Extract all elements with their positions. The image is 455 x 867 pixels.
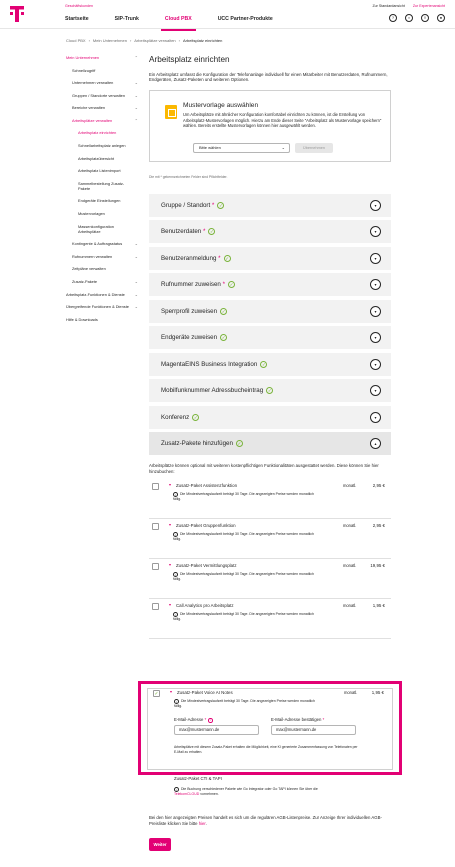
expand-icon[interactable]: ▾	[370, 226, 381, 237]
business-label: Geschäftskunden	[65, 4, 93, 8]
price: 1,95 €	[372, 602, 385, 608]
price: 1,95 €	[371, 690, 384, 695]
sidebar-item[interactable]: Sammelbestellung Zusatz-Pakete	[78, 180, 125, 191]
price-interval: monatl.	[343, 602, 357, 608]
sidebar-item[interactable]: Arbeitsplatz-Funktionen & Dienste ⌄	[66, 291, 138, 297]
expert-view-link[interactable]: Zur Expertenansicht	[412, 4, 445, 8]
expand-icon[interactable]	[169, 564, 171, 566]
main-content	[149, 55, 391, 643]
page-title: Arbeitsplatz einrichten	[149, 55, 230, 64]
divider	[149, 598, 391, 599]
package-note: i Die Mindestvertragslaufzeit beträgt 30 Tage. Die angezeigten Preise werden monatlich fällig.	[173, 611, 314, 621]
cti-note: i Die Buchung verschiedener Pakete wie Go Integrator oder Go TAPI können Sie über die TelekomCLOUD vornehmen.	[174, 786, 318, 796]
email-confirm-field[interactable]: max@mustermann.de	[271, 725, 356, 735]
price-interval: monatl.	[343, 522, 357, 528]
agb-link[interactable]: hier	[198, 821, 206, 827]
sidebar-item[interactable]: Arbeitsplatz einrichten	[78, 130, 117, 136]
sidebar-item[interactable]: Mein Unternehmen ⌃	[66, 55, 138, 60]
package-checkbox[interactable]	[152, 563, 159, 570]
price: 2,95 €	[372, 522, 385, 528]
section-label: MagentaEINS Business Integration	[161, 360, 258, 368]
package-checkbox[interactable]	[152, 523, 159, 530]
ai-package-name: Zusatz-Paket Voice AI Notes	[177, 690, 233, 695]
template-select-value: Bitte wählen	[199, 145, 221, 151]
package-row	[149, 603, 391, 638]
info-icon[interactable]: i	[210, 718, 211, 722]
chevron-down-icon: ⌄	[134, 105, 138, 111]
cti-package	[174, 776, 374, 796]
price: 2,95 €	[372, 482, 385, 488]
divider	[149, 638, 391, 639]
header-icons	[389, 14, 445, 22]
info-icon: i	[174, 787, 179, 792]
chevron-down-icon: ⌄	[134, 291, 138, 297]
package-note: i Die Mindestvertragslaufzeit beträgt 30 Tage. Die angezeigten Preise werden monatlich fällig.	[173, 531, 314, 541]
section-label: Sperrprofil zuweisen	[161, 307, 218, 315]
telekom-logo[interactable]	[10, 6, 24, 22]
check-icon: ✓	[267, 388, 272, 394]
chevron-down-icon: ⌄	[134, 241, 138, 247]
sidebar-item[interactable]: Unternehmen verwalten ⌄	[72, 80, 138, 86]
section-label: Benutzeranmeldung	[161, 254, 217, 262]
sidebar-item[interactable]: Arbeitsplätze verwalten ⌃	[72, 117, 138, 123]
sidebar-item[interactable]: Mustervorlagen	[78, 211, 105, 217]
chevron-down-icon: ⌄	[134, 278, 138, 284]
expand-icon[interactable]	[169, 604, 171, 606]
sections	[149, 194, 391, 456]
check-icon: ✓	[225, 255, 229, 261]
bell-icon[interactable]: ◊	[421, 14, 429, 22]
sidebar-item[interactable]: Kontingente & Auftragsstatus ⌄	[72, 241, 138, 247]
sidebar-item[interactable]: Übergreifende Funktionen & Dienste ⌄	[66, 304, 138, 310]
agb-note: Bei den hier angezeigten Preisen handelt es sich um die regulären AGB-Listenpreise. Zur Anzeige Ihrer individuellen AGB-Preisliste klicken Sie bitte hier.	[149, 815, 382, 827]
price: 19,95 €	[370, 562, 385, 568]
info-icon: i	[173, 612, 178, 617]
sidebar-item[interactable]: Gruppen / Standorte verwalten ⌄	[72, 92, 138, 98]
check-icon: ✓	[221, 308, 226, 314]
chevron-down-icon: ⌄	[134, 304, 138, 310]
sidebar-item[interactable]: Hilfe & Downloads	[66, 316, 98, 322]
package-note: i Die Mindestvertragslaufzeit beträgt 30 Tage. Die angezeigten Preise werden monatlich fällig.	[173, 491, 314, 501]
chevron-down-icon: ⌄	[134, 253, 138, 259]
section-label: Benutzerdaten	[161, 228, 202, 236]
accordion-section[interactable]	[149, 326, 391, 349]
package-row	[149, 523, 391, 558]
section-label: Rufnummer zuweisen	[161, 281, 221, 289]
expand-icon[interactable]: ▾	[370, 200, 381, 211]
template-icon	[165, 105, 177, 119]
package-name: Zusatz-Paket Gruppenfunktion	[176, 522, 236, 528]
package-checkbox[interactable]	[152, 603, 159, 610]
email-confirm-label: E-Mail-Adresse bestätigen *	[271, 717, 325, 722]
accordion-section[interactable]: Gruppe / Standort * ✓ ▾	[149, 194, 391, 217]
check-icon: ✓	[261, 361, 266, 367]
package-name: Zusatz-Paket Vermittlungsplatz	[176, 562, 237, 568]
check-icon: ✓	[218, 202, 223, 208]
breadcrumb-item[interactable]: Mein Unternehmen	[92, 38, 127, 43]
next-button[interactable]: Weiter	[149, 838, 171, 851]
breadcrumb-item[interactable]: Arbeitsplätze verwalten	[134, 38, 176, 43]
section-label: Mobilfunknummer Adressbucheintrag	[161, 387, 264, 395]
package-name: Call Analytics pro Arbeitsplatz	[176, 602, 234, 608]
package-note: i Die Mindestvertragslaufzeit beträgt 30 Tage. Die angezeigten Preise werden monatlich fällig.	[173, 571, 314, 581]
template-text: Um Arbeitsplätze mit ähnlicher Konfiguration komfortabel einrichten zu können, ist die Erstellung von Arbeitsplatz-Mustervorlagen möglich. Hierzu am Ende dieser Seite "Arbeitsplatz als Mustervorlage speichern" wählen. Bereits erstellte Mustervorlagen können hier ausgewählt werden.	[183, 112, 382, 129]
check-icon: ✓	[193, 414, 198, 420]
apply-template-button[interactable]: Übernehmen	[295, 143, 333, 153]
price-interval: monatl.	[344, 690, 358, 695]
top-bar	[0, 0, 455, 29]
view-links	[372, 4, 445, 9]
help-icon[interactable]: ?	[389, 14, 397, 22]
section-label: Gruppe / Standort	[161, 201, 211, 209]
chevron-up-icon: ⌃	[134, 55, 138, 60]
nav-item[interactable]: Cloud PBX	[164, 16, 192, 22]
package-name: Zusatz-Paket Assistenzfunktion	[176, 482, 238, 488]
sidebar-item[interactable]: Endgeräte Einstellungen	[78, 198, 121, 204]
template-select[interactable]	[193, 143, 290, 153]
accordion-section[interactable]	[149, 406, 391, 429]
divider	[149, 518, 391, 519]
packages-list	[149, 483, 391, 639]
packages-intro: Arbeitsplätze können optional mit weiteren kostenpflichtigen Funktionalitäten ausgestattet werden. Diese können Sie hier hinzubuchen:	[149, 463, 379, 474]
sidebar-item[interactable]: Arbeitsplatz Listenimport	[78, 168, 121, 174]
breadcrumb-item[interactable]: Cloud PBX	[66, 38, 86, 43]
standard-view-link[interactable]: Zur Standardansicht	[372, 4, 405, 8]
divider	[149, 558, 391, 559]
expand-icon[interactable]: ▾	[370, 253, 381, 264]
info-icon: i	[174, 699, 179, 704]
sidebar-item[interactable]: Zeitpläne verwalten	[72, 266, 106, 272]
expand-icon[interactable]: ▾	[370, 359, 381, 370]
expand-icon[interactable]	[169, 524, 171, 526]
check-icon: ✓	[229, 282, 234, 288]
chevron-down-icon: ⌄	[134, 80, 138, 86]
check-icon: ✓	[237, 441, 242, 447]
package-checkbox[interactable]	[152, 483, 159, 490]
template-box	[149, 90, 391, 162]
chevron-up-icon: ⌃	[134, 117, 138, 123]
ai-package	[150, 690, 390, 770]
sidebar-item[interactable]: Bereiche verwalten ⌄	[72, 105, 138, 111]
sidebar-item[interactable]: Rufnummern verwalten ⌄	[72, 253, 138, 259]
ai-note: Arbeitsplätze mit diesem Zusatz-Paket erhalten die Möglichkeit, eine KI generierte Zusammenfassung von Telefonaten per E-Mail zu erhalten.	[174, 745, 358, 754]
accordion-section[interactable]: Benutzerdaten * ✓ ▾	[149, 220, 391, 243]
section-label: Endgeräte zuweisen	[161, 334, 218, 342]
email-row	[174, 717, 356, 735]
sidebar-item[interactable]: Schnellzugriff	[72, 67, 96, 73]
breadcrumb-current: Arbeitsplatz einrichten	[183, 38, 223, 43]
package-row	[149, 483, 391, 518]
expand-icon[interactable]	[169, 484, 171, 486]
nav-item[interactable]: SIP-Trunk	[114, 16, 139, 22]
check-icon: ✓	[210, 229, 214, 235]
sidebar-item[interactable]: Zusatz-Pakete ⌄	[72, 278, 138, 284]
chevron-down-icon: ⌄	[134, 92, 138, 98]
ai-package-checkbox[interactable]: ✓	[154, 691, 159, 697]
accordion-section[interactable]	[149, 353, 391, 376]
email-confirm-col	[271, 717, 356, 735]
main-nav	[65, 16, 299, 23]
nav-item[interactable]: UCC Partner-Produkte	[217, 16, 273, 22]
intro-text: Ein Arbeitsplatz umfasst die Konfiguration der Telefonanlage individuell für einen Mitarbeiter mit Benutzerdaten, Rufnummern, Endgeräten, Zusatz-Paketen und weiteren Optionen.	[149, 71, 388, 83]
price-interval: monatl.	[343, 562, 357, 568]
section-label: Konferenz	[161, 413, 190, 421]
email-field[interactable]: max@mustermann.de	[174, 725, 259, 735]
sidebar-item[interactable]: Schnellarbeitsplatz anlegen	[78, 143, 126, 149]
info-icon: i	[173, 532, 178, 537]
cti-package-name: Zusatz-Paket CTI & TAPI	[174, 776, 222, 781]
headset-icon[interactable]: ∩	[405, 14, 413, 22]
expand-icon[interactable]: ▾	[370, 412, 381, 423]
sidebar-item[interactable]: Arbeitsplatzübersicht	[78, 155, 115, 161]
section-label: Zusatz-Pakete hinzufügen	[161, 440, 233, 448]
info-icon: i	[173, 572, 178, 577]
accordion-section[interactable]: Rufnummer zuweisen * ✓ ▾	[149, 273, 391, 296]
breadcrumb: Cloud PBX › Mein Unternehmen › Arbeitsplätze verwalten › Arbeitsplatz einrichten	[66, 38, 223, 43]
sidebar	[66, 55, 138, 329]
accordion-section[interactable]	[149, 300, 391, 323]
expand-icon[interactable]	[170, 691, 172, 693]
required-note: Die mit * gekennzeichneten Felder sind Pflichtfelder.	[149, 175, 228, 180]
chevron-down-icon: ⌄	[281, 145, 285, 151]
price-interval: monatl.	[343, 482, 357, 488]
package-note: i Die Mindestvertragslaufzeit beträgt 30 Tage. Die angezeigten Preise werden monatlich fällig.	[174, 699, 315, 708]
accordion-section[interactable]: Benutzeranmeldung * ✓ ▾	[149, 247, 391, 270]
email-col	[174, 717, 259, 735]
email-label: E-Mail-Adresse * i	[174, 717, 211, 722]
expand-icon[interactable]: ▾	[370, 385, 381, 396]
check-icon: ✓	[221, 335, 226, 341]
template-title: Mustervorlage auswählen	[183, 102, 259, 110]
collapse-icon[interactable]: ▴	[370, 438, 381, 449]
user-icon[interactable]: ●	[437, 14, 445, 22]
accordion-section[interactable]	[149, 379, 391, 402]
nav-item[interactable]: Startseite	[65, 16, 89, 22]
accordion-section[interactable]	[149, 432, 391, 455]
expand-icon[interactable]: ▾	[370, 332, 381, 343]
telekomcloud-link[interactable]: TelekomCLOUD	[174, 791, 200, 796]
package-row	[149, 563, 391, 598]
expand-icon[interactable]: ▾	[370, 306, 381, 317]
info-icon: i	[173, 492, 178, 497]
sidebar-item[interactable]: Massenkonfiguration Arbeitsplätze	[78, 223, 114, 234]
expand-icon[interactable]: ▾	[370, 279, 381, 290]
